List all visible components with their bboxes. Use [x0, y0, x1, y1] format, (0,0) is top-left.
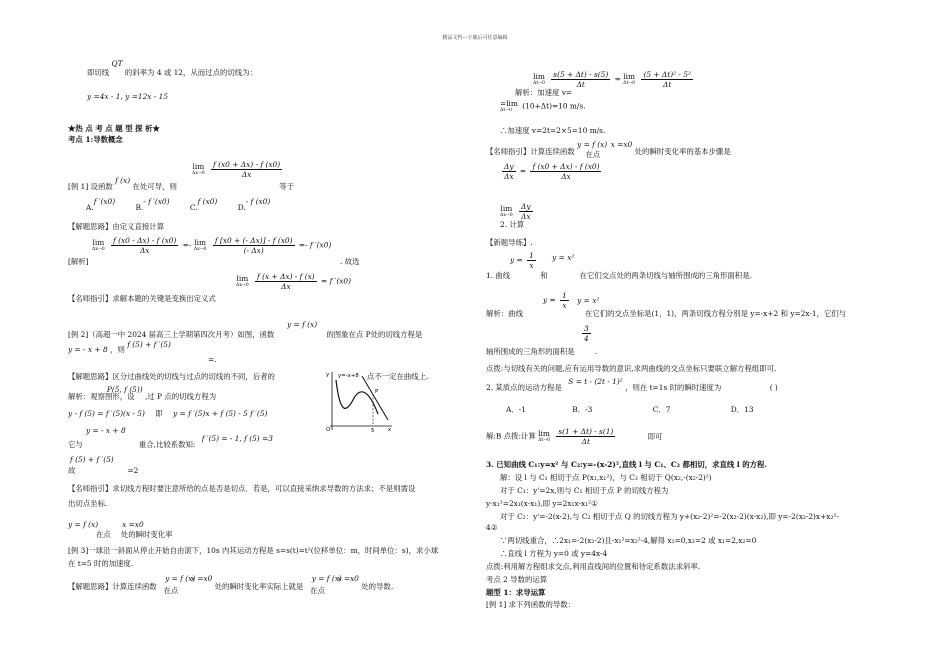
question-2: 2. 某质点的运动方程是 S = t - (2t - 1)² ，则在 t=1s 时的瞬时速度为 ( ) [486, 377, 778, 392]
example-3: [例 3]一球沿一斜面从停止开始自由滚下，10s 内其运动方程是 s=s(t)=t²(位移单位：m，时间单位：s)，求小球 [68, 546, 439, 555]
coefficient-compare-2: 它与 重合,比较系数知: f ′(5) = - 1, f (5) =3 [68, 434, 273, 449]
q1-curve-1: y = $\frac{1}{x}$ y = x² [510, 251, 575, 270]
example-2-function: y = f (x) [287, 320, 318, 329]
area-fraction: $\frac{3}{4}$ [584, 324, 589, 343]
example-1: [例 1] 设函数 f (x) 在处可导，则 等于 [68, 176, 294, 191]
question-1-solution: 解析：曲线 在它们的交点坐标是(1，1)，两条切线方程分别是 y=-x+2 和 y=2x-1，它们与 [486, 309, 847, 318]
question-1-area: 轴所围成的三角形的面积是 . [486, 347, 598, 356]
solution-idea-1: 【解题思路】由定义直接计算 [68, 222, 165, 231]
tangent-intro: 即切线 QT 的斜率为 4 或 12，从而过点的切线为： [87, 59, 257, 77]
example-2-line2: y = - x + 8 ，则 f (5) + f ′(5) [68, 340, 171, 354]
analysis-label: [解析] [68, 257, 89, 266]
solution-3: 解析：加速度 v= [515, 88, 573, 97]
rate-definition-2: 在点 处的瞬时变化率 [96, 530, 173, 539]
rate-definition: y = f (x) x =x0 [68, 520, 144, 529]
q3-note: 点拨:利用解方程组求交点,利用直线间的位置和待定系数法求斜率. [486, 562, 701, 571]
section-title: ★热 点 考 点 题 型 探 析★ [68, 124, 160, 133]
curve [336, 380, 378, 414]
q2-option-a: A．-1 [506, 405, 526, 414]
limit-expression: lim Δx→0 $\frac{f (x0 + \Delta x) - f (x0)}{\Delta x}$ [192, 160, 281, 179]
question-2-answer: 解:B 点拨:计算 lim Δt→0 $\frac{s(1 + \Delta t) - s(1)}{\Delta t}$ 即可 [486, 427, 663, 446]
option-d: D.- f (x0) [237, 197, 271, 212]
step-2-limit: lim Δx→0 $\frac{\Delta y}{\Delta x}$ [500, 202, 531, 221]
tangent-figure [324, 370, 394, 432]
point-slope-equation: y - f (5) = f ′(5)(x - 5) 即 y = f ′(5)x + f (5) - 5 f ′(5) [68, 409, 268, 418]
therefore-choose: . 故选 [340, 257, 360, 266]
option-a: A.f ′(x0) [86, 197, 116, 212]
options-row [86, 197, 271, 213]
q3-step-c: y-x₁²=2x₁(x-x₁),即 y=2x₁x-x₁²① [486, 499, 598, 508]
example-3-cont: 在 t=5 时的加速度. [68, 559, 134, 568]
type-1: 题型 1：求导运算 [486, 588, 546, 597]
q2-option-d: D．13 [730, 405, 754, 414]
y-label: y [326, 372, 330, 378]
option-b: B.- f ′(x0) [135, 197, 170, 212]
teacher-hint-1: 【名师指引】求解本题的关键是变换出定义式 [68, 294, 216, 303]
option-c: C.f (x0) [189, 197, 218, 212]
solution-idea-2: 【解题思路】区分过曲线处的切线与过点的切线的不同，后者的 点不一定在曲线上. [68, 372, 429, 381]
point-p-label: P [375, 389, 379, 395]
x5-label: 5 [371, 428, 375, 432]
derivative-example-1: [例 1] 求下列函数的导数： [486, 600, 576, 609]
tangent-equations: y =4x - 1, y =12x - 15 [87, 92, 169, 101]
example-2-blank: =. [208, 355, 217, 364]
question-2-options [506, 405, 754, 415]
solution-idea-3: 【解题思路】计算连续函数 y = f (x) 在点 x =x0 处的瞬时变化率实际上就是 y = f (x) 在点 x =x0 处的导数. [68, 574, 394, 595]
topic-1: 考点 1:导数概念 [68, 135, 123, 144]
q1-curve-2: y = $\frac{1}{x}$ y = x² [543, 291, 600, 310]
teacher-hint-3: 【名师指引】计算连续函数 y = f (x) 在点 x =x0 处的瞬时变化率的基本步骤是 [486, 140, 731, 159]
question-3: 3. 已知曲线 C₁:y=x² 与 C₂:y=-(x-2)²,直线 l 与 C₁、C₂ 都相切，求直线 l 的方程. [486, 460, 767, 469]
teacher-hint-2-cont: 出切点坐标. [68, 499, 108, 508]
q3-step-g: ∴直线 l 方程为 y=0 或 y=4x-4 [500, 549, 608, 558]
new-questions-title: 【新题导练】. [486, 238, 533, 247]
acceleration-limit: lim Δt→0 $\frac{s(5 + \Delta t) - s(5)}{\Delta t}$ = lim Δt→0 $\frac{\text{(5 + Δt)² - 5²}}{\Delta t}$ [533, 70, 691, 89]
q3-step-a: 解：设 l 与 C₁ 相切于点 P(x₁,x₁²)，与 C₂ 相切于 Q(x₂,-(x₂-2)²) [500, 473, 712, 482]
x-label: x [388, 427, 392, 432]
q3-step-b: 对于 C₁：y'=2x,则与 C₁ 相切于点 P 的切线方程为 [500, 486, 669, 495]
solution-2-analysis: 解析：观察图形，设 P(5, f (5)) ,过 P 点的切线方程为 [68, 385, 217, 401]
question-1: 1. 曲线 和 在它们交点处的两条切线与轴所围成的三角形面积是. [486, 271, 752, 280]
acceleration-result: ∴加速度 v=2t=2×5=10 m/s. [500, 126, 606, 135]
limit-definition: lim Δx→0 $\frac{f (x + \Delta x) - f (x)}{\Delta x}$ = f ′(x0) [236, 272, 351, 291]
coefficient-compare: y = - x + 8 [86, 426, 126, 435]
origin-label: O [326, 427, 331, 432]
final-answer-2b: 故 =2 [68, 466, 139, 475]
question-1-note: 点拨:与切线有关的问题,应有运用导数的意识,求两曲线的交点坐标只要联立解方程组即可. [486, 364, 777, 373]
q3-step-d: 对于 C₂：y'=-2(x-2),与 C₂ 相切于点 Q 的切线方程为 y+(x₂-2)²=-2(x₂-2)(x-x₂),即 y=-2(x₂-2)x+x₂²- [500, 512, 839, 521]
page-header: 精品文档---下载后可任意编辑 [442, 35, 508, 41]
example-2: [例 2]（高超一中 2024 届高三上学期第四次月考）如图，函数 的图象在点 P处的切线方程是 [68, 330, 423, 339]
q3-step-f: ∵两切线重合，∴2x₁=-2(x₂-2)且-x₁²=x₂²-4,解得 x₁=0,x₂=2 或 x₁=2,x₂=0 [500, 536, 757, 545]
tangent-line [362, 376, 388, 420]
q3-step-e: 4② [486, 523, 498, 532]
definition-derivation: lim Δx→0 $\frac{f (x0 - \Delta x) - f (x0)}{\Delta x}$ =- lim Δx→0 $\frac{f [x0 + (- \Delta x)] - f (x0)}{(- \Delta x)}$ =- f ′(x0) [92, 236, 332, 255]
teacher-hint-2: 【名师指引】求切线方程时要注意所给的点是否是切点．若是，可以直接采纳求导数的方法求；不是则需设 [68, 484, 416, 493]
final-answer-2: f (5) + f ′(5) [70, 455, 114, 464]
q2-option-b: B．-3 [572, 405, 593, 414]
tangent-label: y=-x+8 [338, 373, 359, 379]
q2-option-c: C．7 [652, 405, 671, 414]
topic-2: 考点 2 导数的运算 [486, 575, 548, 584]
step-1: $\frac{\Delta y}{\Delta x}$ = $\frac{f (x0 + \Delta x) - f (x0)}{\Delta x}$ [504, 162, 600, 181]
solution-3-limit: =lim Δt→0 (10+Δt)=10 m/s. [500, 99, 586, 113]
step-2: 2. 计算 [500, 220, 525, 229]
